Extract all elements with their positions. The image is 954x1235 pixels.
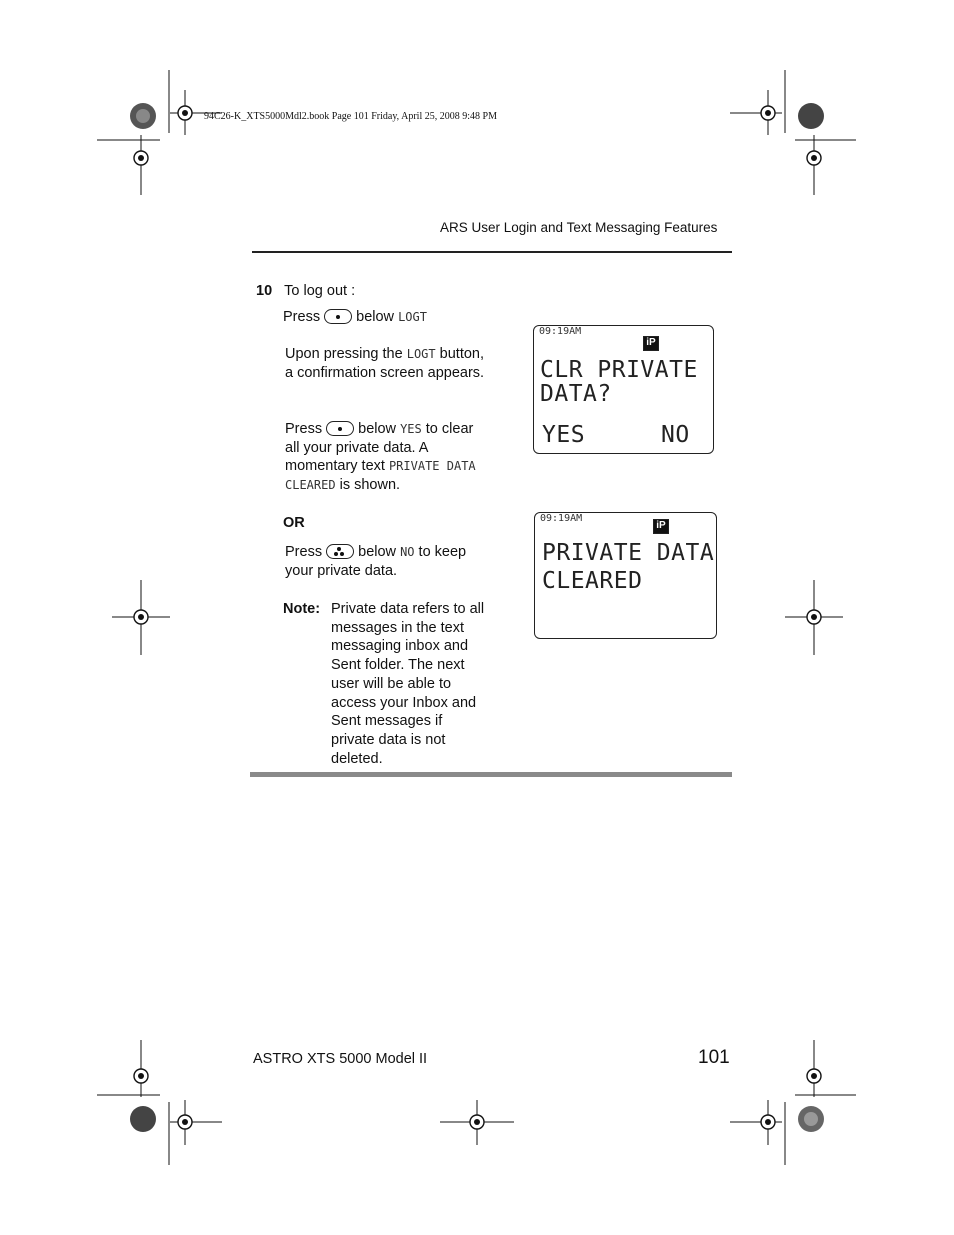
menu-button-icon <box>326 544 354 559</box>
or-label: OR <box>283 515 305 531</box>
softkey-button-icon <box>324 309 352 324</box>
code-logt: LOGT <box>406 347 436 361</box>
ip-icon: iP <box>643 336 659 351</box>
code-yes: YES <box>400 422 422 436</box>
screen-line-2: CLEARED <box>542 568 643 594</box>
code-private-data-cleared: PRIVATE DATA CLEARED <box>285 459 476 493</box>
screen-line-2: DATA? <box>540 381 612 407</box>
ip-icon: iP <box>653 519 669 534</box>
softkey-no-label: NO <box>661 422 690 448</box>
code-logt: LOGT <box>398 310 427 324</box>
step-heading <box>256 282 355 301</box>
step-instruction-yes: Press below YES to clear all your private data. A momentary text PRIVATE DATA CLEARED is shown. <box>285 421 476 494</box>
softkey-button-icon <box>326 421 354 436</box>
page-number: 101 <box>698 1047 730 1068</box>
header-rule <box>252 251 732 253</box>
step-confirmation-text: Upon pressing the LOGT button, a confirmation screen appears. <box>285 346 485 381</box>
step-number: 10 <box>256 283 273 299</box>
radio-screen-confirm <box>533 325 714 454</box>
running-head: ARS User Login and Text Messaging Features <box>440 220 718 235</box>
softkey-yes-label: YES <box>542 422 586 448</box>
radio-screen-cleared <box>534 512 717 639</box>
print-info: 94C26-K_XTS5000Mdl2.book Page 101 Friday, April 25, 2008 9:48 PM <box>204 111 497 122</box>
note-label: Note: <box>283 601 321 617</box>
footer-title: ASTRO XTS 5000 Model II <box>253 1051 428 1067</box>
step-instruction-no: Press below NO to keep your private data. <box>285 544 467 579</box>
screen-line-1: PRIVATE DATA <box>542 540 715 566</box>
code-no: NO <box>400 545 415 559</box>
step-title: To log out : <box>284 283 356 299</box>
screen-time: 09:19AM <box>540 513 583 524</box>
step-instruction-logt: Press below LOGT <box>283 309 427 325</box>
note-text: Private data refers to all messages in the text messaging inbox and Sent folder. The next user will be able to access your Inbox and Sent messages if private data is not deleted. <box>331 601 485 767</box>
screen-line-1: CLR PRIVATE <box>540 357 698 383</box>
screen-time: 09:19AM <box>539 326 582 337</box>
section-end-rule <box>250 772 732 777</box>
